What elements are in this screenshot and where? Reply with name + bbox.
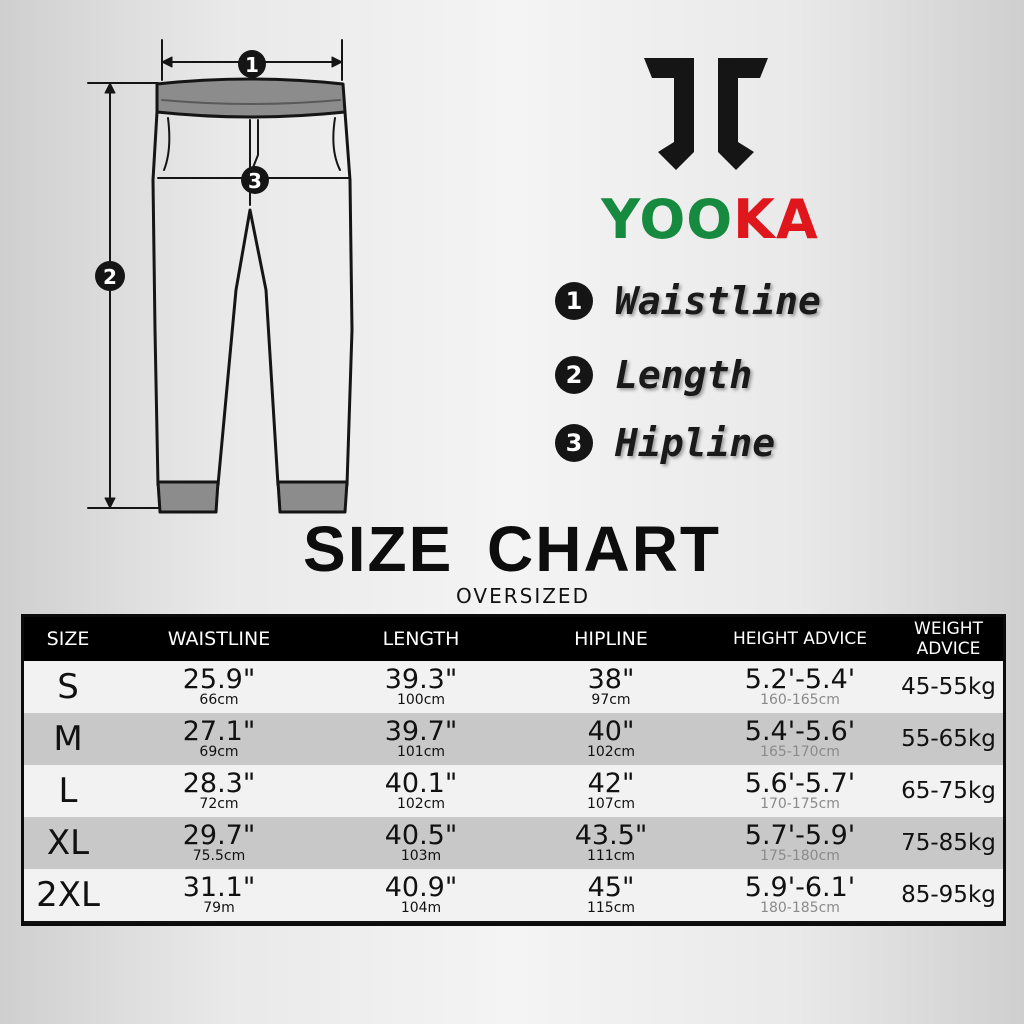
waist-inches: 25.9" (182, 663, 256, 695)
size-cell: M (53, 719, 83, 759)
header-weight-advice: WEIGHT ADVICE (914, 619, 983, 659)
legend-label: Waistline (615, 279, 821, 323)
table-cell (24, 869, 112, 921)
waist-cm: 69cm (199, 743, 239, 760)
waist-inches: 28.3" (182, 767, 256, 799)
svg-text:3: 3 (248, 169, 262, 193)
legend-item-waistline (555, 276, 821, 326)
length-cm: 101cm (396, 743, 446, 760)
table-cell (706, 869, 894, 921)
table-cell (894, 661, 1003, 713)
table-cell (706, 713, 894, 765)
table-cell (326, 713, 516, 765)
table-cell (706, 765, 894, 817)
height-cm: 175-180cm (760, 847, 840, 864)
table-cell (24, 765, 112, 817)
table-row (24, 869, 1003, 921)
legend-item-hipline (555, 418, 775, 468)
height-feet: 5.2'-5.4' (744, 663, 856, 695)
table-cell (112, 661, 326, 713)
waist-inches: 29.7" (182, 819, 256, 851)
table-cell (706, 661, 894, 713)
size-table (21, 614, 1006, 926)
table-cell (112, 869, 326, 921)
length-inches: 39.3" (384, 663, 458, 695)
diagram-marker-2 (95, 261, 125, 291)
table-cell (516, 765, 706, 817)
weight-range: 45-55kg (901, 674, 996, 700)
header-size: SIZE (46, 627, 90, 650)
table-cell (516, 817, 706, 869)
table-cell (24, 713, 112, 765)
waist-cm: 79m (203, 899, 235, 916)
table-row (24, 817, 1003, 869)
table-cell (894, 817, 1003, 869)
height-feet: 5.6'-5.7' (744, 767, 856, 799)
table-cell (112, 713, 326, 765)
height-cm: 180-185cm (760, 899, 840, 916)
table-cell (894, 765, 1003, 817)
chart-title: SIZE CHART (303, 513, 721, 585)
table-cell (112, 817, 326, 869)
height-cm: 170-175cm (760, 795, 840, 812)
header-length: LENGTH (382, 627, 460, 650)
brand-logo-icon (636, 48, 776, 178)
diagram-marker-3 (241, 166, 269, 194)
waist-cm: 75.5cm (192, 847, 246, 864)
size-cell: L (58, 771, 78, 811)
height-cm: 165-170cm (760, 743, 840, 760)
hip-cm: 115cm (586, 899, 636, 916)
hip-inches: 40" (587, 715, 635, 747)
brand-name-part-red: KA (733, 188, 819, 251)
waist-inches: 27.1" (182, 715, 256, 747)
height-feet: 5.4'-5.6' (744, 715, 856, 747)
legend-item-length (555, 350, 752, 400)
svg-text:2: 2 (103, 265, 117, 289)
diagram-marker-1 (238, 50, 266, 78)
table-row (24, 713, 1003, 765)
length-inches: 40.1" (384, 767, 458, 799)
table-cell (326, 661, 516, 713)
length-cm: 104m (400, 899, 442, 916)
waist-cm: 72cm (199, 795, 239, 812)
weight-range: 65-75kg (901, 778, 996, 804)
header-hipline: HIPLINE (574, 627, 648, 650)
hip-inches: 38" (587, 663, 635, 695)
length-cm: 100cm (396, 691, 446, 708)
hip-cm: 107cm (586, 795, 636, 812)
table-cell (24, 817, 112, 869)
legend-number: 1 (555, 282, 593, 320)
size-cell: XL (46, 823, 90, 863)
waist-inches: 31.1" (182, 871, 256, 903)
table-row (24, 661, 1003, 713)
weight-range: 55-65kg (901, 726, 996, 752)
brand-name (560, 188, 860, 252)
length-cm: 103m (400, 847, 442, 864)
brand-name-part-green: YOO (601, 188, 734, 251)
table-cell (516, 661, 706, 713)
hip-cm: 111cm (586, 847, 636, 864)
height-feet: 5.9'-6.1' (744, 871, 856, 903)
weight-range: 85-95kg (901, 882, 996, 908)
size-cell: S (57, 667, 79, 707)
table-row (24, 765, 1003, 817)
legend-label: Hipline (615, 421, 776, 465)
pants-diagram (60, 30, 390, 530)
table-cell (326, 817, 516, 869)
hip-cm: 102cm (586, 743, 636, 760)
legend-label: Length (615, 353, 753, 397)
hip-inches: 43.5" (574, 819, 648, 851)
table-cell (326, 765, 516, 817)
waist-cm: 66cm (199, 691, 239, 708)
length-inches: 40.5" (384, 819, 458, 851)
table-cell (112, 765, 326, 817)
table-cell (24, 661, 112, 713)
table-cell (894, 713, 1003, 765)
length-cm: 102cm (396, 795, 446, 812)
table-cell (706, 817, 894, 869)
chart-subtitle: OVERSIZED (456, 584, 590, 608)
legend-number: 3 (555, 424, 593, 462)
table-cell (894, 869, 1003, 921)
legend-number: 2 (555, 356, 593, 394)
length-inches: 39.7" (384, 715, 458, 747)
table-header (24, 617, 1003, 661)
length-inches: 40.9" (384, 871, 458, 903)
table-cell (326, 869, 516, 921)
header-waistline: WAISTLINE (167, 627, 271, 650)
size-cell: 2XL (36, 875, 100, 915)
svg-text:1: 1 (245, 53, 259, 77)
hip-cm: 97cm (591, 691, 631, 708)
table-cell (516, 869, 706, 921)
height-cm: 160-165cm (760, 691, 840, 708)
header-height-advice: HEIGHT ADVICE (733, 629, 867, 649)
height-feet: 5.7'-5.9' (744, 819, 856, 851)
weight-range: 75-85kg (901, 830, 996, 856)
table-cell (516, 713, 706, 765)
hip-inches: 42" (587, 767, 635, 799)
hip-inches: 45" (587, 871, 635, 903)
